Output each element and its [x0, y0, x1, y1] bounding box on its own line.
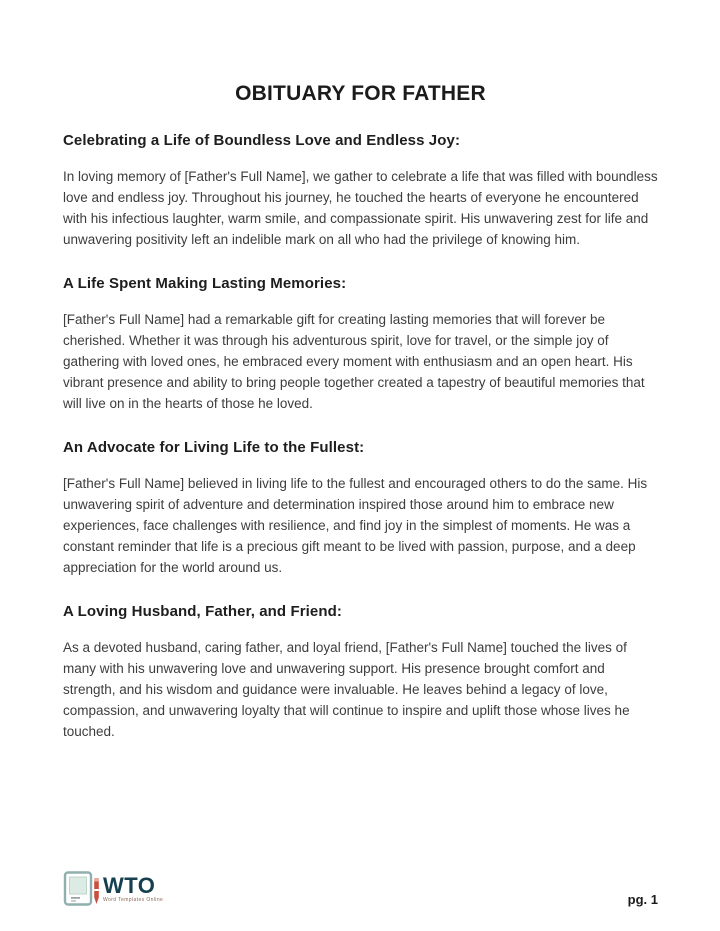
logo-text-block — [103, 875, 163, 903]
page-number: pg. 1 — [627, 892, 658, 907]
section-heading: An Advocate for Living Life to the Fullest: — [63, 439, 365, 456]
clipboard-pen-icon — [63, 871, 103, 907]
page-title: OBITUARY FOR FATHER — [235, 82, 486, 105]
wto-logo — [63, 871, 163, 907]
section-paragraph: [Father's Full Name] believed in living life to the fullest and encouraged others to do the same. His unwavering spirit of adventure and determination inspired those around him to embrace new experiences, face challenges with resilience, and find joy in the simplest of moments. He was a constant reminder that life is a precious gift meant to be lived with passion, purpose, and a deep appreciation for the world around us. — [63, 476, 648, 575]
section-paragraph: [Father's Full Name] had a remarkable gift for creating lasting memories that will forever be cherished. Whether it was through his adventurous spirit, love for travel, or the simple joy of gathering with loved ones, he embraced every moment with enthusiasm and an open heart. His vibrant presence and ability to bring people together created a tapestry of beautiful memories that will live on in the hearts of those he loved. — [63, 312, 645, 411]
logo-acronym: WTO — [103, 873, 156, 898]
section-paragraph: As a devoted husband, caring father, and loyal friend, [Father's Full Name] touched the lives of many with his unwavering love and unwavering support. His presence brought comfort and strength, and his wisdom and guidance were invaluable. He leaves behind a legacy of love, compassion, and unwavering loyalty that will continue to inspire and uplift those whose lives he touched. — [63, 640, 630, 739]
page-footer — [63, 871, 658, 907]
logo-tagline: Word Templates Online — [103, 897, 164, 903]
section-heading: Celebrating a Life of Boundless Love and Endless Joy: — [63, 132, 461, 149]
section-heading: A Loving Husband, Father, and Friend: — [63, 603, 342, 620]
section-heading: A Life Spent Making Lasting Memories: — [63, 275, 347, 292]
section-paragraph: In loving memory of [Father's Full Name], we gather to celebrate a life that was filled with boundless love and endless joy. Throughout his journey, he touched the hearts of everyone he encountered with his infectious laughter, warm smile, and compassionate spirit. His unwavering zest for life and unwavering positivity left an indelible mark on all who had the privilege of knowing him. — [63, 169, 658, 247]
